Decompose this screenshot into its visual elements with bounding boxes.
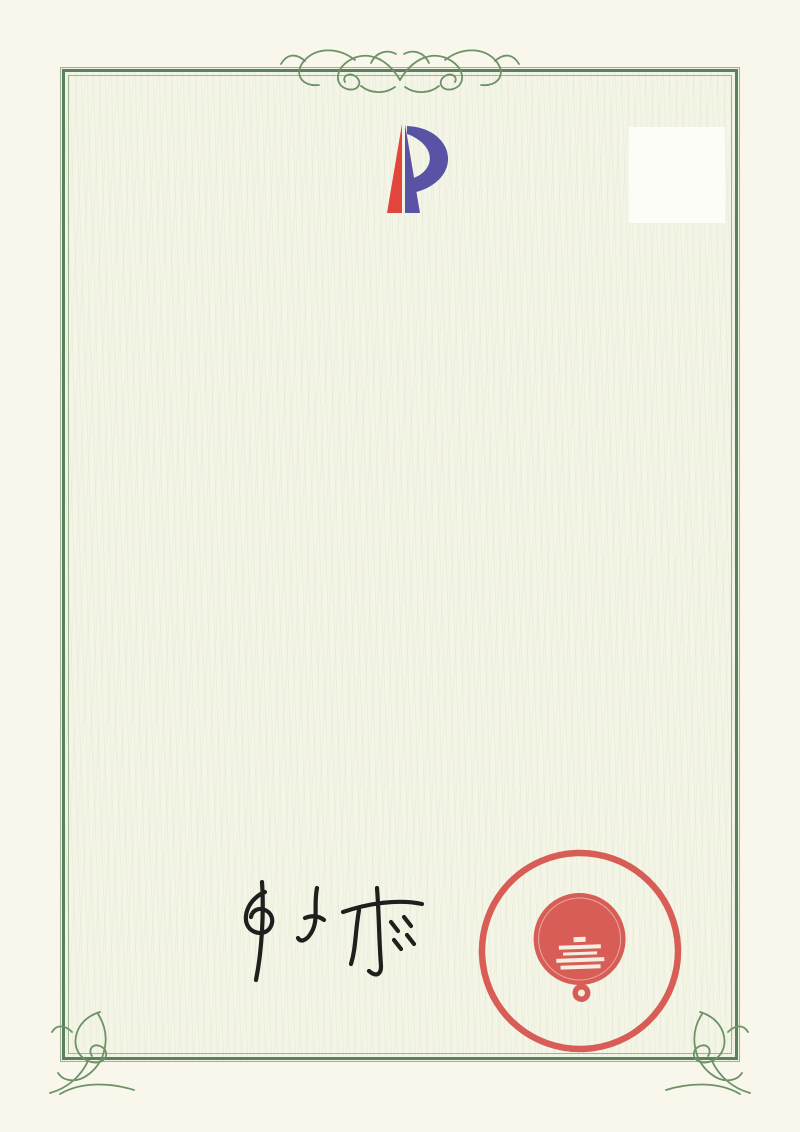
qr-code [629, 127, 725, 223]
director-signature [225, 878, 425, 988]
logo-p-bowl [406, 126, 448, 193]
logo-red-wedge [387, 124, 402, 213]
cnipa-logo-icon [332, 110, 477, 235]
national-emblem-icon [532, 891, 628, 1003]
barcode [112, 860, 312, 877]
bottom-left-flourish-icon [42, 1004, 146, 1100]
top-center-flourish-icon [275, 40, 525, 98]
field-list [95, 343, 715, 450]
cnipa-official-seal [470, 841, 689, 1060]
